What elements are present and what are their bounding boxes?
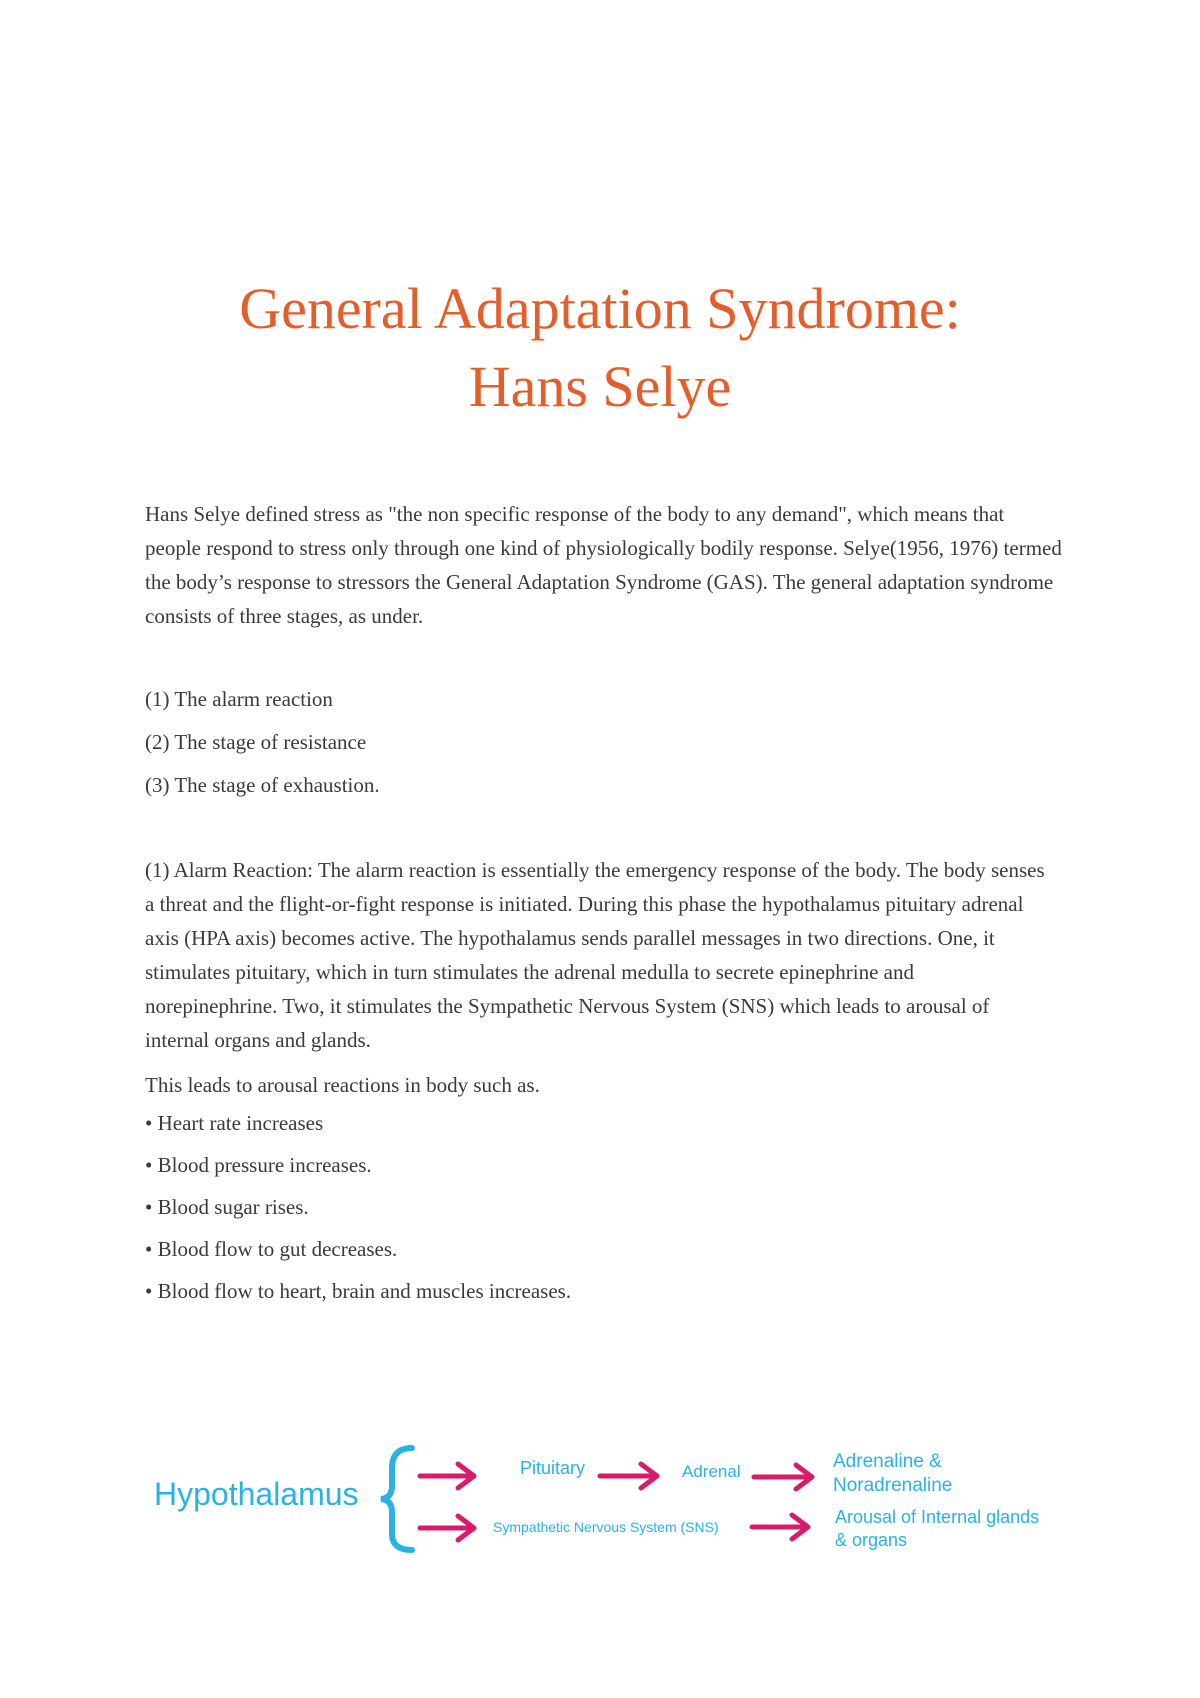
intro-paragraph: Hans Selye defined stress as "the non specific response of the body to any demand", which means that people respond to stress only through one kind of physiologically bodily response. Selye(1956, 1976) termed the body’s response to stressors the General Adaptation Syndrome (GAS). The general adaptation syndrome consists of three stages, as under.: [145, 502, 1062, 628]
effect-item: • Heart rate increases: [145, 1111, 324, 1135]
arrow-icon: [420, 1516, 474, 1540]
hormones-label: [833, 1450, 952, 1498]
effect-item: • Blood sugar rises.: [145, 1195, 309, 1219]
pituitary-label: Pituitary: [520, 1458, 586, 1478]
effect-item: • Blood flow to gut decreases.: [145, 1237, 398, 1261]
title-line-2: Hans Selye: [468, 354, 732, 419]
arousal-label-line-2: & organs: [835, 1530, 908, 1550]
adrenal-label: Adrenal: [682, 1462, 741, 1481]
sns-label: Sympathetic Nervous System (SNS): [493, 1519, 719, 1535]
hormones-label-line-1: Adrenaline &: [833, 1451, 942, 1472]
stage-item: (3) The stage of exhaustion.: [145, 773, 380, 797]
effects-list: [145, 1106, 571, 1316]
arrow-icon: [420, 1464, 474, 1488]
hormones-label-line-2: Noradrenaline: [833, 1475, 953, 1496]
stage-item: (2) The stage of resistance: [145, 730, 367, 754]
arrow-icon: [600, 1464, 657, 1488]
effect-item: • Blood pressure increases.: [145, 1153, 372, 1177]
arousal-label: [835, 1506, 1039, 1552]
page-title: [0, 270, 1200, 426]
alarm-reaction-paragraph: (1) Alarm Reaction: The alarm reaction is essentially the emergency response of the body. The body senses a threat and the flight-or-fight response is initiated. During this phase the hypothalamus pituitary adrenal axis (HPA axis) becomes active. The hypothalamus sends parallel messages in two directions. One, it stimulates pituitary, which in turn stimulates the adrenal medulla to secrete epinephrine and norepinephrine. Two, it stimulates the Sympathetic Nervous System (SNS) which leads to arousal of internal organs and glands.: [145, 858, 1045, 1052]
effect-item: • Blood flow to heart, brain and muscles increases.: [145, 1279, 572, 1303]
arrow-icon: [754, 1465, 812, 1489]
effects-lead: This leads to arousal reactions in body such as.: [145, 1073, 540, 1097]
title-line-1: General Adaptation Syndrome:: [239, 276, 961, 341]
arrow-icon: [752, 1515, 808, 1539]
arousal-label-line-1: Arousal of Internal glands: [835, 1507, 1040, 1527]
hypothalamus-label: Hypothalamus: [154, 1476, 359, 1512]
stages-list: [145, 682, 380, 811]
stage-item: (1) The alarm reaction: [145, 687, 333, 711]
curly-brace-icon: [381, 1448, 412, 1550]
hpa-axis-diagram: [0, 1420, 1200, 1560]
